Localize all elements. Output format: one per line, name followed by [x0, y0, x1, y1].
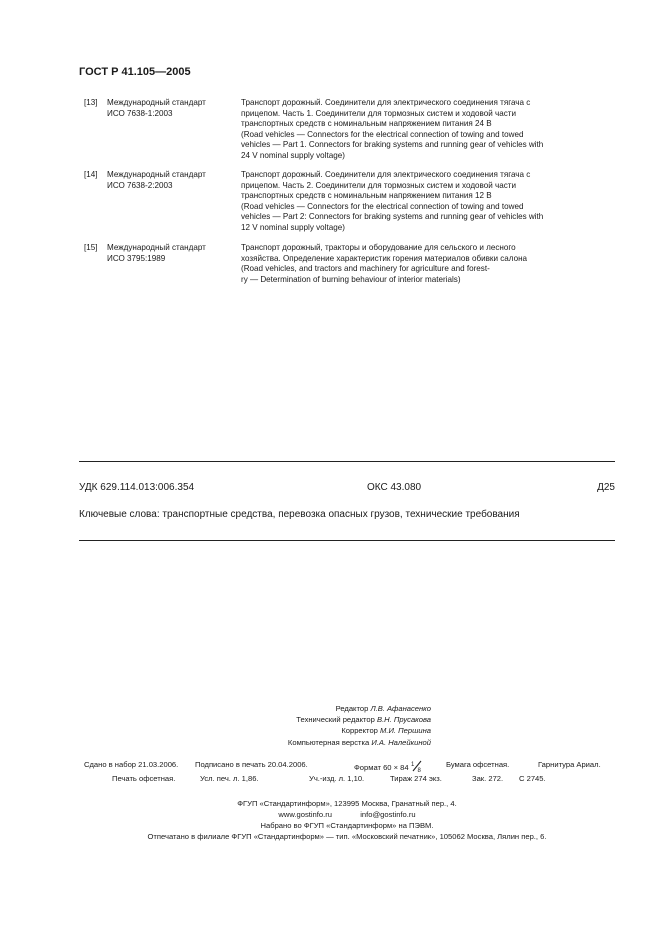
keywords-line: Ключевые слова: транспортные средства, перевозка опасных грузов, технические требования — [79, 509, 520, 520]
credit-name: Л.В. Афанасенко — [370, 704, 431, 713]
publisher-block — [79, 798, 615, 842]
credit-row — [200, 714, 431, 725]
reference-description-line: хозяйства. Определение характеристик горения материалов обивки салона — [241, 253, 528, 263]
imprint-edsheets: Уч.-изд. л. 1,10. — [309, 774, 365, 783]
udk-code: УДК 629.114.013:006.354 — [79, 482, 195, 493]
reference-description-line: Транспорт дорожный. Соединители для электрического соединения тягача с — [241, 98, 531, 107]
imprint-order: Зак. 272. — [472, 774, 504, 783]
imprint-code: С 2745. — [519, 774, 546, 783]
credit-row — [200, 703, 431, 714]
reference-standard — [107, 170, 232, 191]
credit-name: В.Н. Прусакова — [377, 715, 431, 725]
reference-standard-code: ИСО 7638-2:2003 — [107, 180, 173, 190]
reference-number: [13] — [84, 98, 98, 107]
reference-description-line: 12 V nominal supply voltage) — [241, 222, 345, 232]
imprint-print-type: Печать офсетная. — [112, 774, 176, 783]
imprint-font: Гарнитура Ариал. — [538, 760, 601, 769]
reference-description-line: транспортных средств с номинальным напряжением питания 24 В — [241, 119, 492, 129]
publisher-printer-note: Отпечатано в филиале ФГУП «Стандартинформ» — тип. «Московский печатник», 105062 Москва, Лялин пер., 6. — [147, 832, 547, 841]
reference-description-line: ry — Determination of burning behaviour of interior materials) — [241, 274, 461, 284]
reference-description-line: прицепом. Часть 2. Соединители для тормозных систем и ходовой части — [241, 180, 517, 190]
reference-description-line: (Road vehicles, and tractors and machinery for agriculture and forest- — [241, 264, 490, 274]
credit-row — [200, 725, 431, 736]
reference-description-line: транспортных средств с номинальным напряжением питания 12 В — [241, 191, 492, 201]
imprint-format — [354, 760, 423, 772]
publisher-address: ФГУП «Стандартинформ», 123995 Москва, Гранатный пер., 4. — [237, 799, 457, 808]
reference-item — [84, 98, 614, 164]
svg-text:8: 8 — [417, 768, 421, 772]
credit-name: М.И. Першина — [380, 726, 431, 736]
imprint-format-prefix: Формат 60 × 84 — [354, 763, 409, 772]
publisher-contacts — [79, 809, 615, 820]
reference-description — [241, 98, 608, 162]
reference-description-line: 24 V nominal supply voltage) — [241, 150, 345, 160]
reference-standard-type: Международный стандарт — [107, 98, 206, 107]
reference-description — [241, 170, 608, 234]
publisher-website: www.gostinfo.ru — [278, 810, 332, 819]
reference-standard-type: Международный стандарт — [107, 170, 206, 179]
credit-role: Корректор — [341, 726, 378, 736]
reference-standard-type: Международный стандарт — [107, 243, 206, 252]
reference-item — [84, 243, 614, 287]
publisher-typeset-note: Набрано во ФГУП «Стандартинформ» на ПЭВМ. — [260, 821, 434, 830]
bottom-divider — [79, 540, 615, 541]
imprint-set-date: Сдано в набор 21.03.2006. — [84, 760, 179, 769]
fraction-icon — [411, 760, 423, 770]
reference-description-line: прицепом. Часть 1. Соединители для тормозных систем и ходовой части — [241, 108, 517, 118]
reference-description-line: Транспорт дорожный. Соединители для электрического соединения тягача с — [241, 170, 531, 179]
credit-name: И.А. Налейкиной — [371, 737, 431, 747]
reference-description-line: vehicles — Part 2: Connectors for braking systems and running gear of vehicles with — [241, 212, 544, 222]
svg-text:1: 1 — [410, 762, 415, 768]
reference-number: [15] — [84, 243, 98, 252]
credits-block — [200, 703, 431, 748]
oks-code: ОКС 43.080 — [367, 482, 422, 493]
imprint-paper: Бумага офсетная. — [446, 760, 510, 769]
credit-role: Редактор — [335, 704, 369, 713]
imprint-sheets: Усл. печ. л. 1,86. — [200, 774, 259, 783]
credit-role: Технический редактор — [296, 715, 375, 725]
reference-standard-code: ИСО 3795:1989 — [107, 253, 166, 263]
reference-standard — [107, 98, 232, 119]
document-header-title: ГОСТ Р 41.105—2005 — [79, 66, 191, 78]
reference-description-line: vehicles — Part 1. Connectors for braking systems and running gear of vehicles with — [241, 140, 544, 150]
reference-description — [241, 243, 608, 285]
reference-number: [14] — [84, 170, 98, 179]
credit-role: Компьютерная верстка — [287, 737, 370, 747]
group-code: Д25 — [597, 482, 615, 493]
reference-description-line: (Road vehicles — Connectors for the electrical connection of towing and towed — [241, 201, 524, 211]
credit-row — [200, 737, 431, 748]
reference-standard — [107, 243, 232, 264]
publisher-email: info@gostinfo.ru — [360, 810, 416, 819]
reference-description-line: Транспорт дорожный, тракторы и оборудование для сельского и лесного — [241, 243, 516, 252]
top-divider — [79, 461, 615, 462]
reference-standard-code: ИСО 7638-1:2003 — [107, 108, 173, 118]
reference-item — [84, 170, 614, 236]
imprint-run: Тираж 274 экз. — [390, 774, 442, 783]
imprint-signed-date: Подписано в печать 20.04.2006. — [195, 760, 308, 769]
reference-description-line: (Road vehicles — Connectors for the electrical connection of towing and towed — [241, 129, 524, 139]
